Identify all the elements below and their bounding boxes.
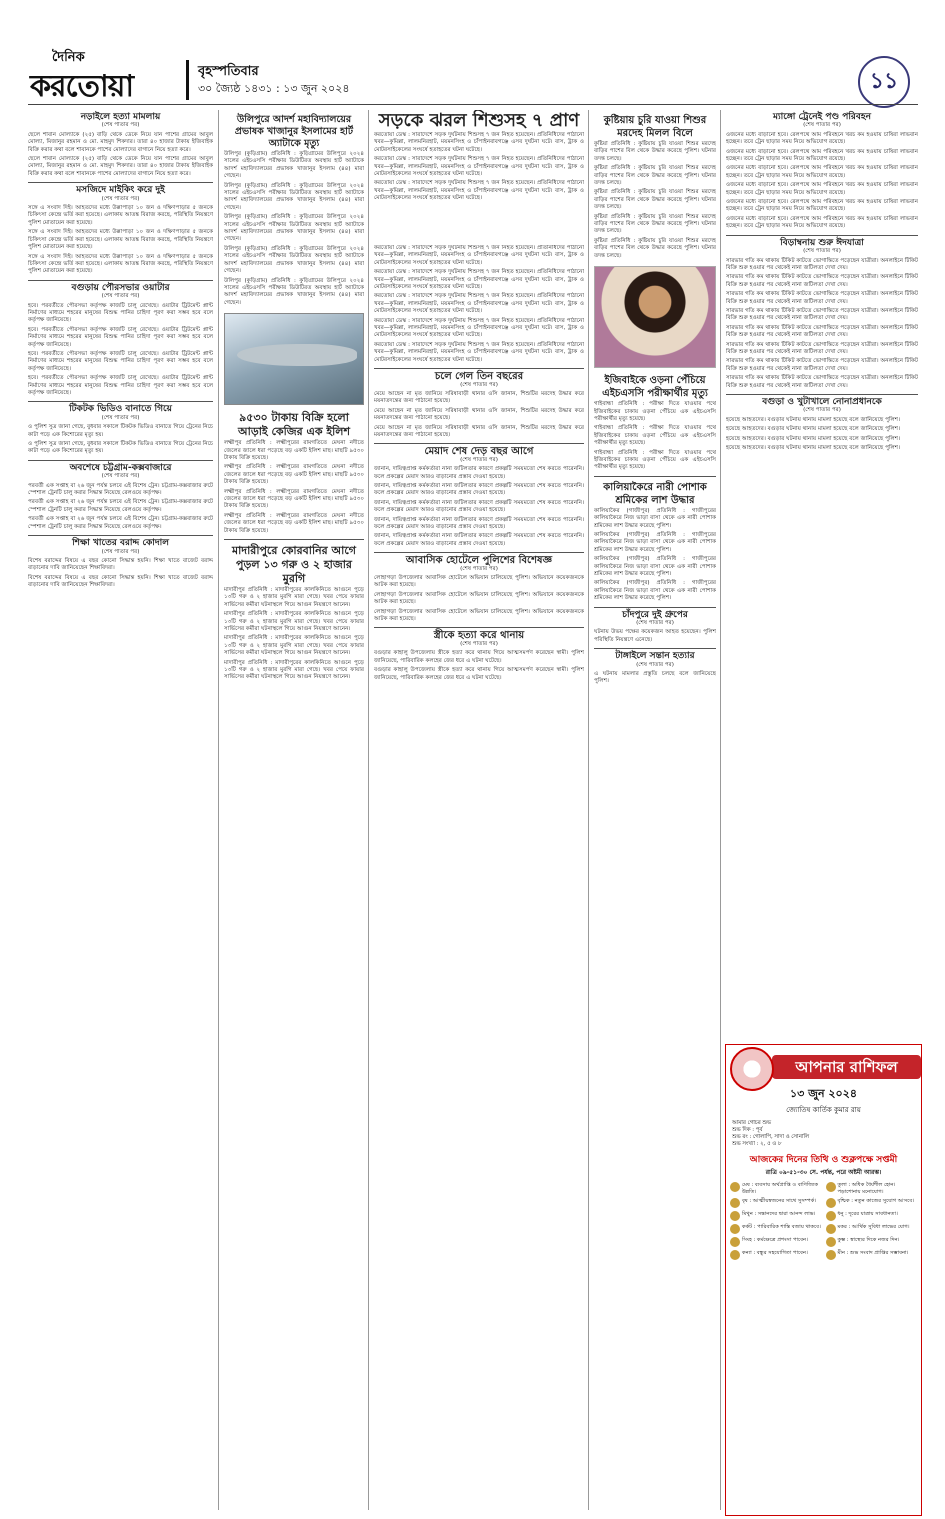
article-headline: বগুড়ায় পৌরসভার ওয়াটার [71,282,170,293]
virgo-icon [730,1250,740,1260]
article-headline: টাঙ্গাইলে সন্তান হত্যার [615,651,695,662]
column-3 [374,245,584,1510]
article-body: কুষ্টিয়া প্রতিনিধি : কুষ্টিয়ায় চুরি যাওয়া শিশুর মরদেহ বাড়ির পাশের বিল থেকে উদ্ধার করেছে পুলিশ। ঘটনার তদন্ত চলছে। [594,165,716,187]
article [224,411,364,535]
continued-note: (শেষ পাতার পর) [803,407,841,414]
sign-item [826,1198,918,1208]
column-divider [218,110,219,1510]
hilsa-fish-photo [224,313,364,405]
article-body: লোহাগড়া উপজেলার আবাসিক হোটেলে অভিযান চালিয়েছে পুলিশ। অভিযানে কয়েকজনকে আটক করা হয়েছে। [374,575,584,589]
sign-item [730,1211,822,1221]
column-divider [368,110,369,1510]
article-body: গাইবান্ধা প্রতিনিধি : পরীক্ষা দিতে যাওয়ার পথে ইজিবাইকের চাকায় ওড়না পেঁচিয়ে এক এইচএসসি পরীক্ষার্থীর মৃত্যু হয়েছে। [594,425,716,447]
article-body: বগুড়ার কাহালু উপজেলায় স্ত্রীকে হত্যা করে থানায় গিয়ে আত্মসমর্পণ করেছেন স্বামী। পুলিশ জানিয়েছে, পারিবারিক কলহের জের ধরে এ ঘটনা ঘটেছে। [374,667,584,681]
continued-note: (শেষ পাতার পর) [460,565,498,572]
divider [726,235,918,236]
article [594,114,716,260]
sign-item [826,1211,918,1221]
article-body: লক্ষ্মীপুর প্রতিনিধি : লক্ষ্মীপুরের রামগতিতে মেঘনা নদীতে জেলের জালে ধরা পড়েছে বড় একটি ইলিশ মাছ। মাছটি ৯৫৩০ টাকায় বিক্রি হয়েছে। [224,464,364,486]
sign-text: মকর : আর্থিক সুবিধা লাভের যোগ। [837,1224,910,1230]
sign-text: বৃশ্চিক : নতুন কাজের সুযোগ আসবে। [837,1198,915,1204]
horoscope-box [725,1044,922,1516]
article-body: লক্ষ্মীপুর প্রতিনিধি : লক্ষ্মীপুরের রামগতিতে মেঘনা নদীতে জেলের জালে ধরা পড়েছে বড় একটি ইলিশ মাছ। মাছটি ৯৫৩০ টাকায় বিক্রি হয়েছে। [224,440,364,461]
article-body: হবে। পরবর্তীতে পৌরসভা কর্তৃপক্ষ কাজটি চালু রেখেছে। ওয়াটার ট্রিটমেন্ট প্লান্ট নির্মাণের মাধ্যমে শহরের মানুষের বিশুদ্ধ পানির চাহিদা পূরণ করা সম্ভব হবে বলে কর্তৃপক্ষ জানিয়েছে। [28,375,213,396]
newspaper-logo: করতোয়া [30,69,134,104]
zodiac-signs-grid [730,1182,917,1260]
article-body: ঘটনায় উভয় পক্ষের কয়েকজন আহত হয়েছেন। পুলিশ পরিস্থিতি নিয়ন্ত্রণে এনেছে। [594,629,716,643]
article-body: পরবর্তী এক সপ্তাহ বা ২৬ জুন পর্যন্ত চলবে এই বিশেষ ট্রেন। চট্টগ্রাম-কক্সবাজার রুটে স্পেশাল ট্রেনটি চালু করার সিদ্ধান্ত নিয়েছে রেলওয়ে কর্তৃপক্ষ। [28,516,213,530]
sign-item [826,1224,918,1234]
article-headline: মেয়াদ শেষ দেড় বছর আগে [424,446,534,458]
table-row: শুভ দিক : পূর্ব [732,1127,763,1133]
article [726,237,918,390]
table-row: আমার গোচর শুভ [732,1120,772,1126]
column-divider [588,110,589,1510]
article-body: সারভার গতি কম থাকায় টিকিট কাটতে ভোগান্তিতে পড়েছেন যাত্রীরা। অনলাইনে টিকিট বিক্রি শুরু হওয়ার পর থেকেই নানা জটিলতা দেখা দেয়। [726,274,918,288]
sign-item [730,1237,822,1247]
divider [594,607,716,608]
article-body: লোহাগড়া উপজেলার আবাসিক হোটেলে অভিযান চালিয়েছে পুলিশ। অভিযানে কয়েকজনকে আটক করা হয়েছে। [374,591,584,606]
fish-shape [237,344,357,366]
article-body: মেয়ে আছেন না মৃত জানিয়ে সরিষাবাড়ী থানার ওসি জানান, শিশুটির মরদেহ উদ্ধার করে ময়নাতদন্তের জন্য পাঠানো হয়েছে। [374,407,584,422]
divider [594,648,716,649]
lead-body: করতোয়া ডেস্ক : সারাদেশে সড়ক দুর্ঘটনায় শিশুসহ ৭ জন নিহত হয়েছেন। প্রতিনিধিদের পাঠানো খবর—কুমিল্লা, লালমনিরহাট, ময়মনসিংহ ও চাঁপাইনবাবগঞ্জে এসব দুর্ঘটনা ঘটে। বাস, ট্রাক ও মোটরসাইকেলের সংঘর্ষে হতাহতের ঘটনা ঘটেছে। [374,180,584,202]
continued-note: (শেষ পাতার পর) [101,473,140,480]
article [28,540,213,589]
lead-body: করতোয়া ডেস্ক : সারাদেশে সড়ক দুর্ঘটনায় শিশুসহ ৭ জন নিহত হয়েছেন। প্রতিনিধিদের পাঠানো খবর—কুমিল্লা, লালমনিরহাট, ময়মনসিংহ ও চাঁপাইনবাবগঞ্জে এসব দুর্ঘটনা ঘটে। বাস, ট্রাক ও মোটরসাইকেলের সংঘর্ষে হতাহতের ঘটনা ঘটেছে। [374,132,584,153]
article [726,114,918,231]
article-body: লক্ষ্মীপুর প্রতিনিধি : লক্ষ্মীপুরের রামগতিতে মেঘনা নদীতে জেলের জালে ধরা পড়েছে বড় একটি ইলিশ মাছ। মাছটি ৯৫৩০ টাকায় বিক্রি হয়েছে। [224,488,364,510]
article-body: উলিপুর (কুড়িগ্রাম) প্রতিনিধি : কুড়িগ্রামের উলিপুরে ২০২৪ সালের এইচএসসি পরীক্ষার ডিউটিরত অবস্থায় হার্ট অ্যাটাকে আদর্শ মহাবিদ্যালয়ের প্রভাষক খাজানুর ইসলাম (৪৪) মারা গেছেন। [224,182,364,211]
article-body: মেয়ে আছেন না মৃত জানিয়ে সরিষাবাড়ী থানার ওসি জানান, শিশুটির মরদেহ উদ্ধার করে ময়নাতদন্তের জন্য পাঠানো হয়েছে। [374,424,584,438]
aries-icon [730,1182,740,1192]
sign-text: সিংহ : কর্মক্ষেত্রে প্রশংসা পাবেন। [742,1237,808,1243]
pisces-icon [826,1250,836,1260]
article-headline: ৯৫৩০ টাকায় বিক্রি হলো আড়াই কেজির এক ইলিশ [238,411,350,439]
sign-item [730,1250,822,1260]
horoscope-author: জ্যোতিষ কার্তিক কুমার রায় [786,1106,861,1114]
horoscope-title: আপনার রাশিফল [772,1055,921,1079]
article-body: করতোয়া ডেস্ক : সারাদেশে সড়ক দুর্ঘটনায় শিশুসহ ৭ জন নিহত হয়েছেন। প্রতিনিধিদের পাঠানো খবর—কুমিল্লা, লালমনিরহাট, ময়মনসিংহ ও চাঁপাইনবাবগঞ্জে এসব দুর্ঘটনা ঘটে। বাস, ট্রাক ও মোটরসাইকেলের সংঘর্ষে হতাহতের ঘটনা ঘটেছে। [374,317,584,339]
sign-text: তুলা : অধিক ধৈর্যশীল হোন। পড়াশোনায় মনোযোগ। [837,1182,896,1195]
lead-story [374,110,584,240]
continued-note: (শেষ পাতার পর) [803,248,841,255]
article-body: করতোয়া ডেস্ক : সারাদেশে সড়ক দুর্ঘটনায় শিশুসহ ৭ জন নিহত হয়েছেন। প্রতিনিধিদের পাঠানো খবর—কুমিল্লা, লালমনিরহাট, ময়মনসিংহ ও চাঁপাইনবাবগঞ্জে এসব দুর্ঘটনা ঘটে। বাস, ট্রাক ও মোটরসাইকেলের সংঘর্ষে হতাহতের ঘটনা ঘটেছে। [374,269,584,291]
logo-small-text: দৈনিক [52,50,85,65]
article [28,406,213,455]
sign-item [730,1182,822,1195]
article-headline: অবশেষে চট্টগ্রাম-কক্সবাজারে [69,462,172,473]
article [374,373,584,439]
article [594,653,716,686]
article-body: ওজনের মধ্যে বাড়ানো হবে। রেলপথে আম পরিবহনে খরচ কম হওয়ায় চাষিরা লাভবান হচ্ছেন। তবে ট্রেন ছাড়ার সময় নিয়ে অভিযোগ রয়েছে। [726,131,918,146]
article-body: সারভার গতি কম থাকায় টিকিট কাটতে ভোগান্তিতে পড়েছেন যাত্রীরা। অনলাইনে টিকিট বিক্রি শুরু হওয়ার পর থেকেই নানা জটিলতা দেখা দেয়। [726,291,918,305]
continued-note: (শেষ পাতার পর) [101,293,140,300]
article [594,481,716,603]
article-body: ওজনের মধ্যে বাড়ানো হবে। রেলপথে আম পরিবহনে খরচ কম হওয়ায় চাষিরা লাভবান হচ্ছেন। তবে ট্রেন ছাড়ার সময় নিয়ে অভিযোগ রয়েছে। [726,215,918,230]
article-body: উলিপুর (কুড়িগ্রাম) প্রতিনিধি : কুড়িগ্রামের উলিপুরে ২০২৪ সালের এইচএসসি পরীক্ষার ডিউটিরত অবস্থায় হার্ট অ্যাটাকে আদর্শ মহাবিদ্যালয়ের প্রভাষক খাজানুর ইসলাম (৪৪) মারা গেছেন। [224,245,364,275]
article-body: এ ঘটনায় মামলার প্রস্তুতি চলছে বলে জানিয়েছে পুলিশ। [594,671,716,685]
continued-note: (শেষ পাতার পর) [460,640,498,647]
sign-item [730,1198,822,1208]
article-body: হয়েছে আহতদের। বগুড়ার ঘটনায় থানায় মামলা হয়েছে বলে জানিয়েছে পুলিশ। [726,435,900,442]
divider [224,539,364,540]
article-headline: মসজিদে মাইকিং করে দুই [76,185,165,196]
article-body: কুষ্টিয়া প্রতিনিধি : কুষ্টিয়ায় চুরি যাওয়া শিশুর মরদেহ বাড়ির পাশের বিল থেকে উদ্ধার করেছে পুলিশ। ঘটনার তদন্ত চলছে। [594,189,716,211]
article-body: সঙ্গে এ সংবাদ দিই। আহতদের মধ্যে উল্লাপাড়া ১০ জন ও দক্ষিণপাড়ার ৫ জনকে চিকিৎসা কেন্দ্রে ভর্তি করা হয়েছে। এলাকায় আতঙ্ক বিরাজ করছে, পরিস্থিতি নিয়ন্ত্রণে পুলিশ মোতায়েন করা হয়েছে। [28,205,213,226]
divider [594,476,716,477]
article-headline: চাঁদপুরে দুই গ্রুপের [622,609,688,620]
article-body: করতোয়া ডেস্ক : সারাদেশে সড়ক দুর্ঘটনায় শিশুসহ ৭ জন নিহত হয়েছেন। প্রতিনিধিদের পাঠানো খবর—কুমিল্লা, লালমনিরহাট, ময়মনসিংহ ও চাঁপাইনবাবগঞ্জে এসব দুর্ঘটনা ঘটে। বাস, ট্রাক ও মোটরসাইকেলের সংঘর্ষে হতাহতের ঘটনা ঘটেছে। [374,341,584,363]
article-body: মাদারীপুর প্রতিনিধি : মাদারীপুরের কালকিনিতে আগুনে পুড়ে ১৩টি গরু ও ২ হাজার মুরগি মারা গেছে। খবর পেয়ে ফায়ার সার্ভিসের কর্মীরা ঘটনাস্থলে গিয়ে আগুন নিয়ন্ত্রণে আনেন। [224,659,364,681]
article-body: মেয়ে আছেন না মৃত জানিয়ে সরিষাবাড়ী থানার ওসি জানান, শিশুটির মরদেহ উদ্ধার করে ময়নাতদন্তের জন্য পাঠানো হয়েছে। [374,390,584,405]
libra-icon [826,1182,836,1192]
article [224,114,364,307]
article-body: কালিয়াকৈর (গাজীপুর) প্রতিনিধি : গাজীপুরের কালিয়াকৈরে নিজ ভাড়া বাসা থেকে এক নারী পোশাক শ্রমিকের লাশ উদ্ধার করেছে পুলিশ। [594,507,716,529]
divider [28,535,213,536]
table-row: শুভ রং : গোলাপি, সাদা ও সোনালি [732,1134,809,1140]
article-body: উলিপুর (কুড়িগ্রাম) প্রতিনিধি : কুড়িগ্রামের উলিপুরে ২০২৪ সালের এইচএসসি পরীক্ষার ডিউটিরত অবস্থায় হার্ট অ্যাটাকে আদর্শ মহাবিদ্যালয়ের প্রভাষক খাজানুর ইসলাম (৪৪) মারা গেছেন। [224,214,364,243]
article-body: জানান, দায়িত্বপ্রাপ্ত কর্মকর্তারা নানা জটিলতার কারণে প্রকল্পটি সময়মতো শেষ করতে পারেননি। ফলে প্রকল্পের মেয়াদ আরও বাড়ানোর প্রস্তাব দেওয়া হয়েছে। [374,482,584,497]
article-body: জানান, দায়িত্বপ্রাপ্ত কর্মকর্তারা নানা জটিলতার কারণে প্রকল্পটি সময়মতো শেষ করতে পারেননি। ফলে প্রকল্পের মেয়াদ আরও বাড়ানোর প্রস্তাব দেওয়া হয়েছে। [374,466,584,480]
sign-text: কুম্ভ : স্বাস্থ্যের দিকে নজর দিন। [837,1237,900,1243]
article [594,374,716,472]
continued-note: (শেষ পাতার পর) [101,414,140,421]
article-body: ও পুলিশ সুত্র জানা গেছে, বুধবার সকালে টিকটক ভিডিও বানাতে গিয়ে ট্রেনের নিচে কাটা পড়ে এক কিশোরের মৃত্যু হয়। [28,424,213,438]
article-headline: আবাসিক হোটেলে পুলিশের বিশেষজ্ঞ [405,555,553,567]
article-body: কালিয়াকৈর (গাজীপুর) প্রতিনিধি : গাজীপুরের কালিয়াকৈরে নিজ ভাড়া বাসা থেকে এক নারী পোশাক শ্রমিকের লাশ উদ্ধার করেছে পুলিশ। [594,531,716,553]
article-body: সারভার গতি কম থাকায় টিকিট কাটতে ভোগান্তিতে পড়েছেন যাত্রীরা। অনলাইনে টিকিট বিক্রি শুরু হওয়ার পর থেকেই নানা জটিলতা দেখা দেয়। [726,341,918,355]
article-body: পরবর্তী এক সপ্তাহ বা ২৬ জুন পর্যন্ত চলবে এই বিশেষ ট্রেন। চট্টগ্রাম-কক্সবাজার রুটে স্পেশাল ট্রেনটি চালু করার সিদ্ধান্ত নিয়েছে রেলওয়ে কর্তৃপক্ষ। [28,482,213,497]
lead-headline: সড়কে ঝরল শিশুসহ ৭ প্রাণ [378,110,580,131]
column-1 [28,110,213,1510]
article-body: জানান, দায়িত্বপ্রাপ্ত কর্মকর্তারা নানা জটিলতার কারণে প্রকল্পটি সময়মতো শেষ করতে পারেননি। ফলে প্রকল্পের মেয়াদ আরও বাড়ানোর প্রস্তাব দেওয়া হয়েছে। [374,533,584,547]
issue-day: বৃহস্পতিবার [198,64,259,79]
continued-note: (শেষ পাতার পর) [101,195,140,202]
taurus-icon [730,1198,740,1208]
divider [374,443,584,444]
article-headline: স্ত্রীকে হত্যা করে থানায় [433,630,525,642]
article-body: মাদারীপুর প্রতিনিধি : মাদারীপুরের কালকিনিতে আগুনে পুড়ে ১৩টি গরু ও ২ হাজার মুরগি মারা গেছে। খবর পেয়ে ফায়ার সার্ভিসের কর্মীরা ঘটনাস্থলে গিয়ে আগুন নিয়ন্ত্রণে আনেন। [224,611,364,633]
cancer-icon [730,1224,740,1234]
divider [374,627,584,628]
article-body: সারভার গতি কম থাকায় টিকিট কাটতে ভোগান্তিতে পড়েছেন যাত্রীরা। অনলাইনে টিকিট বিক্রি শুরু হওয়ার পর থেকেই নানা জটিলতা দেখা দেয়। [726,358,918,372]
gemini-icon [730,1211,740,1221]
horoscope-table [732,1120,915,1148]
article [374,632,584,681]
issue-date: ৩০ জ্যৈষ্ঠ ১৪৩১ : ১৩ জুন ২০২৪ [198,82,350,95]
article-headline: কালিয়াকৈরে নারী পোশাক শ্রমিকের লাশ উদ্ধার [603,481,707,506]
article-body: বিশেষ বরাদ্দের বিষয়ে এ বছর কোনো সিদ্ধান্ত হয়নি। শিক্ষা খাতে বাজেট বরাদ্দ বাড়ানোর দাবি জানিয়েছেন শিক্ষাবিদরা। [28,574,213,589]
table-row: শুভ সংখ্যা : ২, ৫ ও ৮ [732,1141,782,1147]
sign-text: ধনু : দূরের যাত্রায় সাবধানতা। [837,1211,898,1217]
lead-body: করতোয়া ডেস্ক : সারাদেশে সড়ক দুর্ঘটনায় শিশুসহ ৭ জন নিহত হয়েছেন। প্রতিনিধিদের পাঠানো খবর—কুমিল্লা, লালমনিরহাট, ময়মনসিংহ ও চাঁপাইনবাবগঞ্জে এসব দুর্ঘটনা ঘটে। বাস, ট্রাক ও মোটরসাইকেলের সংঘর্ষে হতাহতের ঘটনা ঘটেছে। [374,156,584,178]
continued-note: (শেষ পাতার পর) [101,122,140,129]
column-2 [224,110,364,1510]
article-body: হয়েছে আহতদের। বগুড়ার ঘটনায় থানায় মামলা হয়েছে বলে জানিয়েছে পুলিশ। [726,445,900,452]
article-headline: ইজিবাইকে ওড়না পেঁচিয়ে এইচএসসি পরীক্ষার্থীর মৃত্যু [602,375,708,400]
divider [28,182,213,183]
article-headline: মাদারীপুরে কোরবানির আগে পুড়ল ১৩ গরু ও ২ হাজার মুরগি [232,544,356,585]
article-body: হবে। পরবর্তীতে পৌরসভা কর্তৃপক্ষ কাজটি চালু রেখেছে। ওয়াটার ট্রিটমেন্ট প্লান্ট নির্মাণের মাধ্যমে শহরের মানুষের বিশুদ্ধ পানির চাহিদা পূরণ করা সম্ভব হবে বলে কর্তৃপক্ষ জানিয়েছে। [28,326,213,348]
article-body: সঙ্গে এ সংবাদ দিই। আহতদের মধ্যে উল্লাপাড়া ১০ জন ও দক্ষিণপাড়ার ৫ জনকে চিকিৎসা কেন্দ্রে ভর্তি করা হয়েছে। এলাকায় আতঙ্ক বিরাজ করছে, পরিস্থিতি নিয়ন্ত্রণে পুলিশ মোতায়েন করা হয়েছে। [28,253,213,275]
article [594,609,716,645]
horoscope-date: ১৩ জুন ২০২৪ [790,1087,857,1100]
capricorn-icon [826,1224,836,1234]
article-body: ওজনের মধ্যে বাড়ানো হবে। রেলপথে আম পরিবহনে খরচ কম হওয়ায় চাষিরা লাভবান হচ্ছেন। তবে ট্রেন ছাড়ার সময় নিয়ে অভিযোগ রয়েছে। [726,199,918,213]
article-body: হয়েছে আহতদের। বগুড়ার ঘটনায় থানায় মামলা হয়েছে বলে জানিয়েছে পুলিশ। [726,416,900,423]
top-rule [28,104,918,105]
sign-item [730,1224,822,1234]
masthead [0,0,945,104]
sagittarius-icon [826,1211,836,1221]
article-headline: উলিপুরে আদর্শ মহাবিদ্যালয়ের প্রভাষক খাজানুর ইসলামের হার্ট অ্যাটাকে মৃত্যু [234,114,354,149]
article-body: কুষ্টিয়া প্রতিনিধি : কুষ্টিয়ায় চুরি যাওয়া শিশুর মরদেহ বাড়ির পাশের বিল থেকে উদ্ধার করেছে পুলিশ। ঘটনার তদন্ত চলছে। [594,213,716,235]
article-body: সঙ্গে এ সংবাদ দিই। আহতদের মধ্যে উল্লাপাড়া ১০ জন ও দক্ষিণপাড়ার ৫ জনকে চিকিৎসা কেন্দ্রে ভর্তি করা হয়েছে। এলাকায় আতঙ্ক বিরাজ করছে, পরিস্থিতি নিয়ন্ত্রণে পুলিশ মোতায়েন করা হয়েছে। [28,229,213,251]
article-body: লক্ষ্মীপুর প্রতিনিধি : লক্ষ্মীপুরের রামগতিতে মেঘনা নদীতে জেলের জালে ধরা পড়েছে বড় একটি ইলিশ মাছ। মাছটি ৯৫৩০ টাকায় বিক্রি হয়েছে। [224,512,364,534]
article [224,544,364,682]
continued-note: (শেষ পাতার পর) [460,381,498,388]
article-body: গাইবান্ধা প্রতিনিধি : পরীক্ষা দিতে যাওয়ার পথে ইজিবাইকের চাকায় ওড়না পেঁচিয়ে এক এইচএসসি পরীক্ষার্থীর মৃত্যু হয়েছে। [594,449,716,471]
article-body: গাইবান্ধা প্রতিনিধি : পরীক্ষা দিতে যাওয়ার পথে ইজিবাইকের চাকায় ওড়না পেঁচিয়ে এক এইচএসসি পরীক্ষার্থীর মৃত্যু হয়েছে। [594,401,716,422]
sign-item [826,1250,918,1260]
sign-text: মিথুন : সন্তানদের দ্বারা আনন্দ লাভ। [742,1211,816,1217]
page-number: ১১ [858,56,910,108]
article-body: করতোয়া ডেস্ক : সারাদেশে সড়ক দুর্ঘটনায় শিশুসহ ৭ জন নিহত হয়েছেন। প্রতিনিধিদের পাঠানো খবর—কুমিল্লা, লালমনিরহাট, ময়মনসিংহ ও চাঁপাইনবাবগঞ্জে এসব দুর্ঘটনা ঘটে। বাস, ট্রাক ও মোটরসাইকেলের সংঘর্ষে হতাহতের ঘটনা ঘটেছে। [374,245,584,266]
article-body: হবে। পরবর্তীতে পৌরসভা কর্তৃপক্ষ কাজটি চালু রেখেছে। ওয়াটার ট্রিটমেন্ট প্লান্ট নির্মাণের মাধ্যমে শহরের মানুষের বিশুদ্ধ পানির চাহিদা পূরণ করা সম্ভব হবে বলে কর্তৃপক্ষ জানিয়েছে। [28,302,213,324]
continued-note: (শেষ পাতার পর) [101,548,140,555]
continued-note: (শেষ পাতার পর) [636,661,674,668]
article-headline: ম্যাঙ্গো ট্রেনেই পণ্ড পরিবহন [772,112,871,122]
masthead-divider [186,60,189,100]
article-body: জানান, দায়িত্বপ্রাপ্ত কর্মকর্তারা নানা জটিলতার কারণে প্রকল্পটি সময়মতো শেষ করতে পারেননি। ফলে প্রকল্পের মেয়াদ আরও বাড়ানোর প্রস্তাব দেওয়া হয়েছে। [374,516,584,530]
article-headline: নড়াইলে হত্যা মামলায় [80,112,161,122]
continued-note: (শেষ পাতার পর) [460,456,498,463]
article-body: কালিয়াকৈর (গাজীপুর) প্রতিনিধি : গাজীপুরের কালিয়াকৈরে নিজ ভাড়া বাসা থেকে এক নারী পোশাক শ্রমিকের লাশ উদ্ধার করেছে পুলিশ। [594,556,716,577]
sign-item [826,1182,918,1195]
article [28,282,213,398]
student-portrait-photo [594,266,716,368]
article-headline: টিকটক ভিডিও বানাতে গিয়ে [69,404,172,415]
tithi-title: আজকের দিনের তিথি ও শুক্লপক্ষে সপ্তমী [749,1155,898,1165]
article-body: উলিপুর (কুড়িগ্রাম) প্রতিনিধি : কুড়িগ্রামের উলিপুরে ২০২৪ সালের এইচএসসি পরীক্ষার ডিউটিরত অবস্থায় হার্ট অ্যাটাকে আদর্শ মহাবিদ্যালয়ের প্রভাষক খাজানুর ইসলাম (৪৪) মারা গেছেন। [224,151,364,180]
article [726,399,918,452]
article-body: সারভার গতি কম থাকায় টিকিট কাটতে ভোগান্তিতে পড়েছেন যাত্রীরা। অনলাইনে টিকিট বিক্রি শুরু হওয়ার পর থেকেই নানা জটিলতা দেখা দেয়। [726,307,918,322]
article-body: ছেলে শাবান মোল্যাকে (২৫) বাড়ি থেকে ডেকে নিয়ে যান পাশের গ্রামের আবুল মোল্যা, মিজানুর রহমান ও মো. মাহমুদ শিকদার। তারা ৪০ হাজার টাকায় ইজিবাইক বিক্রি করার কথা বলে শাবানকে পাশের মোল্যাদের বাগানে নিয়ে হত্যা করে। [28,131,213,153]
column-divider [720,110,721,1510]
article-body: সারভার গতি কম থাকায় টিকিট কাটতে ভোগান্তিতে পড়েছেন যাত্রীরা। অনলাইনে টিকিট বিক্রি শুরু হওয়ার পর থেকেই নানা জটিলতা দেখা দেয়। [726,324,918,339]
article-body: বগুড়ার কাহালু উপজেলায় স্ত্রীকে হত্যা করে থানায় গিয়ে আত্মসমর্পণ করেছেন স্বামী। পুলিশ জানিয়েছে, পারিবারিক কলহের জের ধরে এ ঘটনা ঘটেছে। [374,650,584,664]
article-headline: বগুড়া ও খুটাখালে নোনাপ্রধানকে [762,397,882,407]
article-headline: বিড়াম্বনায় শুরু ঈদযাত্রা [780,237,864,248]
article-body: ও পুলিশ সুত্র জানা গেছে, বুধবার সকালে টিকটক ভিডিও বানাতে গিয়ে ট্রেনের নিচে কাটা পড়ে এক কিশোরের মৃত্যু হয়। [28,441,213,455]
scorpio-icon [826,1198,836,1208]
article-body: ওজনের মধ্যে বাড়ানো হবে। রেলপথে আম পরিবহনে খরচ কম হওয়ায় চাষিরা লাভবান হচ্ছেন। তবে ট্রেন ছাড়ার সময় নিয়ে অভিযোগ রয়েছে। [726,165,918,179]
article-body: কালিয়াকৈর (গাজীপুর) প্রতিনিধি : গাজীপুরের কালিয়াকৈরে নিজ ভাড়া বাসা থেকে এক নারী পোশাক শ্রমিকের লাশ উদ্ধার করেছে পুলিশ। [594,580,716,602]
article-body: মাদারীপুর প্রতিনিধি : মাদারীপুরের কালকিনিতে আগুনে পুড়ে ১৩টি গরু ও ২ হাজার মুরগি মারা গেছে। খবর পেয়ে ফায়ার সার্ভিসের কর্মীরা ঘটনাস্থলে গিয়ে আগুন নিয়ন্ত্রণে আনেন। [224,587,364,608]
article-body: ওজনের মধ্যে বাড়ানো হবে। রেলপথে আম পরিবহনে খরচ কম হওয়ায় চাষিরা লাভবান হচ্ছেন। তবে ট্রেন ছাড়ার সময় নিয়ে অভিযোগ রয়েছে। [726,182,918,196]
divider [374,552,584,553]
sign-text: মীন : শুভ সংবাদ প্রাপ্তির সম্ভাবনা। [837,1250,909,1256]
column-4 [594,110,716,1510]
article-headline: কুষ্টিয়ায় চুরি যাওয়া শিশুর মরদেহ মিলল বিলে [603,115,707,139]
sign-text: কন্যা : বন্ধুর সহযোগিতা পাবেন। [742,1250,808,1256]
sign-text: বৃষ : আত্মীয়স্বজনের সাথে সুসম্পর্ক। [742,1198,817,1204]
article [28,187,213,275]
article-body: হবে। পরবর্তীতে পৌরসভা কর্তৃপক্ষ কাজটি চালু রেখেছে। ওয়াটার ট্রিটমেন্ট প্লান্ট নির্মাণের মাধ্যমে শহরের মানুষের বিশুদ্ধ পানির চাহিদা পূরণ করা সম্ভব হবে বলে কর্তৃপক্ষ জানিয়েছে। [28,350,213,372]
column-5 [726,110,918,1035]
article-body: ছেলে শাবান মোল্যাকে (২৫) বাড়ি থেকে ডেকে নিয়ে যান পাশের গ্রামের আবুল মোল্যা, মিজানুর রহমান ও মো. মাহমুদ শিকদার। তারা ৪০ হাজার টাকায় ইজিবাইক বিক্রি করার কথা বলে শাবানকে পাশের মোল্যাদের বাগানে নিয়ে হত্যা করে। [28,156,213,177]
tithi-detail: রাত্রি ০৯-৫১-৩০ সে. পর্যন্ত, পরে অষ্টমী আরম্ভ। [765,1169,882,1176]
article-body: কুষ্টিয়া প্রতিনিধি : কুষ্টিয়ায় চুরি যাওয়া শিশুর মরদেহ বাড়ির পাশের বিল থেকে উদ্ধার করেছে পুলিশ। ঘটনার তদন্ত চলছে। [594,141,716,162]
article-body: জানান, দায়িত্বপ্রাপ্ত কর্মকর্তারা নানা জটিলতার কারণে প্রকল্পটি সময়মতো শেষ করতে পারেননি। ফলে প্রকল্পের মেয়াদ আরও বাড়ানোর প্রস্তাব দেওয়া হয়েছে। [374,499,584,514]
article-body: লোহাগড়া উপজেলার আবাসিক হোটেলে অভিযান চালিয়েছে পুলিশ। অভিযানে কয়েকজনকে আটক করা হয়েছে। [374,608,584,623]
divider [374,368,584,369]
aquarius-icon [826,1237,836,1247]
divider [28,280,213,281]
article-body: উলিপুর (কুড়িগ্রাম) প্রতিনিধি : কুড়িগ্রামের উলিপুরে ২০২৪ সালের এইচএসসি পরীক্ষার ডিউটিরত অবস্থায় হার্ট অ্যাটাকে আদর্শ মহাবিদ্যালয়ের প্রভাষক খাজানুর ইসলাম (৪৪) মারা গেছেন। [224,277,364,306]
article [28,114,213,178]
article-headline: চলে গেল তিন বছরের [434,371,524,383]
article-body: সারভার গতি কম থাকায় টিকিট কাটতে ভোগান্তিতে পড়েছেন যাত্রীরা। অনলাইনে টিকিট বিক্রি শুরু হওয়ার পর থেকেই নানা জটিলতা দেখা দেয়। [726,375,918,389]
sign-item [826,1237,918,1247]
continued-note: (শেষ পাতার পর) [636,620,674,627]
sign-text: মেষ : ব্যবসায় অর্থপ্রাপ্তি ও বাণিজ্যিক উন্নতি। [742,1182,819,1195]
article-body: ওজনের মধ্যে বাড়ানো হবে। রেলপথে আম পরিবহনে খরচ কম হওয়ায় চাষিরা লাভবান হচ্ছেন। তবে ট্রেন ছাড়ার সময় নিয়ে অভিযোগ রয়েছে। [726,148,918,163]
article-body: বিশেষ বরাদ্দের বিষয়ে এ বছর কোনো সিদ্ধান্ত হয়নি। শিক্ষা খাতে বাজেট বরাদ্দ বাড়ানোর দাবি জানিয়েছেন শিক্ষাবিদরা। [28,557,213,572]
continued-note: (শেষ পাতার পর) [803,122,841,129]
article [374,448,584,548]
leo-icon [730,1237,740,1247]
article [28,462,213,531]
article-headline: শিক্ষা খাতের বরাদ্দ কোদাল [72,538,169,549]
sign-text: কর্কট : পারিবারিক শান্তি বজায় থাকবে। [742,1224,821,1230]
article-body: মাদারীপুর প্রতিনিধি : মাদারীপুরের কালকিনিতে আগুনে পুড়ে ১৩টি গরু ও ২ হাজার মুরগি মারা গেছে। খবর পেয়ে ফায়ার সার্ভিসের কর্মীরা ঘটনাস্থলে গিয়ে আগুন নিয়ন্ত্রণে আনেন। [224,635,364,657]
article-body: কুষ্টিয়া প্রতিনিধি : কুষ্টিয়ায় চুরি যাওয়া শিশুর মরদেহ বাড়ির পাশের বিল থেকে উদ্ধার করেছে পুলিশ। ঘটনার তদন্ত চলছে। [594,237,716,259]
article-body: পরবর্তী এক সপ্তাহ বা ২৬ জুন পর্যন্ত চলবে এই বিশেষ ট্রেন। চট্টগ্রাম-কক্সবাজার রুটে স্পেশাল ট্রেনটি চালু করার সিদ্ধান্ত নিয়েছে রেলওয়ে কর্তৃপক্ষ। [28,499,213,513]
divider [28,401,213,402]
article-body: করতোয়া ডেস্ক : সারাদেশে সড়ক দুর্ঘটনায় শিশুসহ ৭ জন নিহত হয়েছেন। প্রতিনিধিদের পাঠানো খবর—কুমিল্লা, লালমনিরহাট, ময়মনসিংহ ও চাঁপাইনবাবগঞ্জে এসব দুর্ঘটনা ঘটে। বাস, ট্রাক ও মোটরসাইকেলের সংঘর্ষে হতাহতের ঘটনা ঘটেছে। [374,293,584,315]
divider [28,460,213,461]
article [374,557,584,623]
divider [726,394,918,395]
zodiac-wheel-icon [730,1047,774,1091]
article-body: হয়েছে আহতদের। বগুড়ার ঘটনায় থানায় মামলা হয়েছে বলে জানিয়েছে পুলিশ। [726,426,900,433]
article-body: সারভার গতি কম থাকায় টিকিট কাটতে ভোগান্তিতে পড়েছেন যাত্রীরা। অনলাইনে টিকিট বিক্রি শুরু হওয়ার পর থেকেই নানা জটিলতা দেখা দেয়। [726,257,918,271]
